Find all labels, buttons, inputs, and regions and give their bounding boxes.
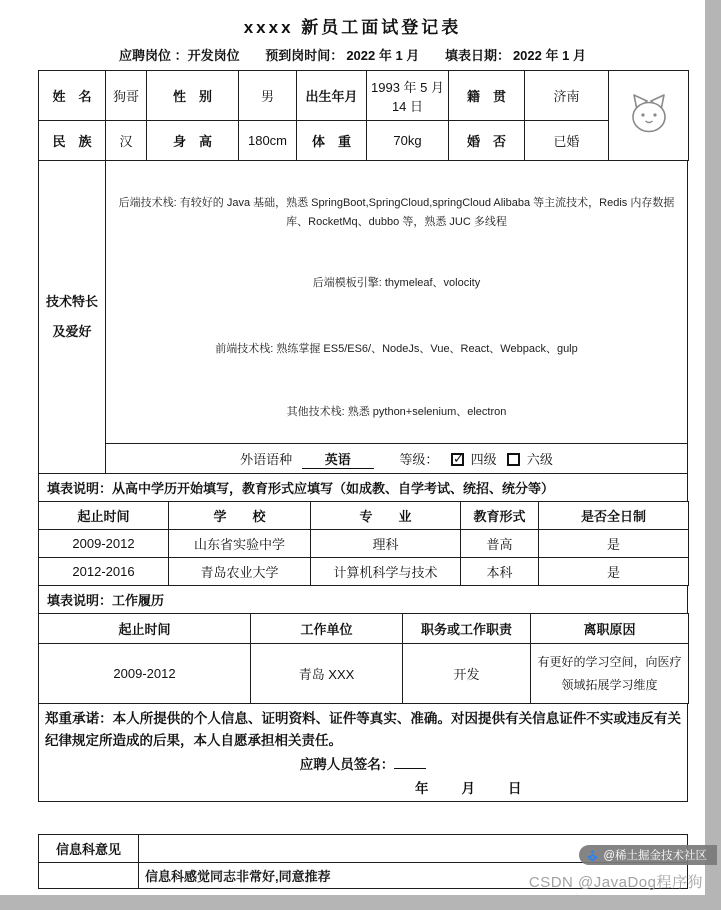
edu-period: 2009-2012 [39, 530, 169, 558]
language-cell [106, 444, 688, 474]
edu-period: 2012-2016 [39, 558, 169, 586]
work-row [39, 644, 689, 704]
filldate-label: 填表日期： [444, 48, 510, 63]
edu-fulltime: 是 [539, 530, 689, 558]
juejin-logo-icon [586, 849, 599, 862]
commitment-section [38, 703, 688, 802]
cet6-label: 六级 [526, 451, 553, 467]
birth-label: 出生年月 [297, 71, 367, 121]
position-value: 开发岗位 [187, 48, 240, 63]
other-stack-text: 其他技术栈: 熟悉 python+selenium、electron [286, 406, 507, 419]
signature-label: 应聘人员签名： [299, 757, 395, 773]
weight-value: 70kg [367, 121, 449, 161]
marital-label: 婚 否 [449, 121, 525, 161]
cat-icon [626, 92, 672, 136]
gender-label: 性 别 [147, 71, 239, 121]
basic-row-1 [39, 71, 689, 121]
info-opinion-comment: 信息科感觉同志非常好,同意推荐 [139, 863, 688, 889]
work-col-reason: 离职原因 [531, 614, 689, 644]
ethnicity-label: 民 族 [39, 121, 106, 161]
photo-cell [609, 71, 689, 161]
skills-content-row [39, 161, 688, 444]
empty-cell [39, 863, 139, 889]
native-place-value: 济南 [525, 71, 609, 121]
work-company: 青岛 XXX [251, 644, 403, 704]
name-value: 狗哥 [106, 71, 147, 121]
template-engine-text: 后端模板引擎: thymeleaf、volocity [312, 276, 481, 289]
skills-label-cell [39, 161, 106, 474]
backend-stack-text: 后端技术栈: 有较好的 Java 基础，熟悉 SpringBoot,SpringCloud,springCloud Alibaba 等主流技术，Redis 内存数据库、RocketMq、dubbo 等，熟悉 JUC 多线程 [118, 197, 675, 228]
edu-fulltime: 是 [539, 558, 689, 586]
edu-col-school: 学 校 [169, 502, 311, 530]
skills-table [38, 160, 688, 474]
form-meta [0, 45, 705, 64]
ethnicity-value: 汉 [106, 121, 147, 161]
cet4-checkbox[interactable] [451, 453, 464, 466]
position-label: 应聘岗位 ： [119, 48, 188, 63]
gender-value: 男 [239, 71, 297, 121]
date-line: 年 月 日 [415, 781, 524, 797]
juejin-watermark-badge [579, 845, 717, 865]
work-duty: 开发 [403, 644, 531, 704]
work-note [38, 585, 688, 614]
education-row [39, 530, 689, 558]
native-place-label: 籍 贯 [449, 71, 525, 121]
skills-label-line2: 及爱好 [52, 324, 92, 339]
education-header-row [39, 502, 689, 530]
signature-blank[interactable] [394, 757, 426, 769]
work-col-period: 起止时间 [39, 614, 251, 644]
edu-school: 青岛农业大学 [169, 558, 311, 586]
edu-form: 本科 [461, 558, 539, 586]
height-value: 180cm [239, 121, 297, 161]
education-note [38, 473, 688, 502]
skills-content-cell [106, 161, 688, 444]
arrival-value: 2022 年 1 月 [346, 48, 420, 63]
edu-major: 计算机科学与技术 [311, 558, 461, 586]
cet4-label: 四级 [470, 451, 497, 467]
basic-info-table [38, 70, 689, 161]
work-reason: 有更好的学习空间，向医疗领域拓展学习维度 [531, 644, 689, 704]
work-note-text: 填表说明：工作履历 [39, 586, 688, 614]
commitment-cell [39, 704, 688, 802]
marital-value: 已婚 [525, 121, 609, 161]
edu-col-major: 专 业 [311, 502, 461, 530]
education-table [38, 501, 689, 586]
name-label: 姓 名 [39, 71, 106, 121]
language-value: 英语 [302, 449, 374, 469]
work-header-row [39, 614, 689, 644]
education-row [39, 558, 689, 586]
csdn-watermark: CSDN @JavaDog程序狗 [528, 874, 703, 891]
spacer [0, 802, 705, 834]
arrival-label: 预到岗时间： [265, 48, 344, 63]
edu-col-fulltime: 是否全日制 [539, 502, 689, 530]
education-note-text: 填表说明：从高中学历开始填写，教育形式应填写（如成教、自学考试、统招、统分等） [39, 474, 688, 502]
edu-col-form: 教育形式 [461, 502, 539, 530]
edu-school: 山东省实验中学 [169, 530, 311, 558]
filldate-value: 2022 年 1 月 [512, 48, 586, 63]
work-period: 2009-2012 [39, 644, 251, 704]
work-col-company: 工作单位 [251, 614, 403, 644]
juejin-watermark-text: @稀土掘金技术社区 [603, 850, 707, 862]
commitment-text: 郑重承诺：本人所提供的个人信息、证明资料、证件等真实、准确。对因提供有关信息证件不实或违反有关纪律规定所造成的后果，本人自愿承担相关责任。 [45, 711, 681, 748]
cet6-checkbox[interactable] [507, 453, 520, 466]
work-col-duty: 职务或工作职责 [403, 614, 531, 644]
weight-label: 体 重 [297, 121, 367, 161]
language-row [39, 444, 688, 474]
level-label: 等级： [399, 451, 439, 467]
height-label: 身 高 [147, 121, 239, 161]
basic-row-2 [39, 121, 689, 161]
info-opinion-label: 信息科意见 [39, 835, 139, 863]
edu-major: 理科 [311, 530, 461, 558]
frontend-stack-text: 前端技术栈: 熟练掌握 ES5/ES6/、NodeJs、Vue、React、Webpack、gulp [215, 343, 578, 356]
signature-line [45, 753, 681, 773]
language-label: 外语语种 [240, 451, 293, 467]
edu-form: 普高 [461, 530, 539, 558]
form-title: xxxx 新员工面试登记表 [243, 18, 462, 37]
skills-label-line1: 技术特长 [45, 294, 98, 310]
work-table [38, 613, 689, 704]
birth-value: 1993 年 5 月 14 日 [367, 71, 449, 121]
edu-col-period: 起止时间 [39, 502, 169, 530]
